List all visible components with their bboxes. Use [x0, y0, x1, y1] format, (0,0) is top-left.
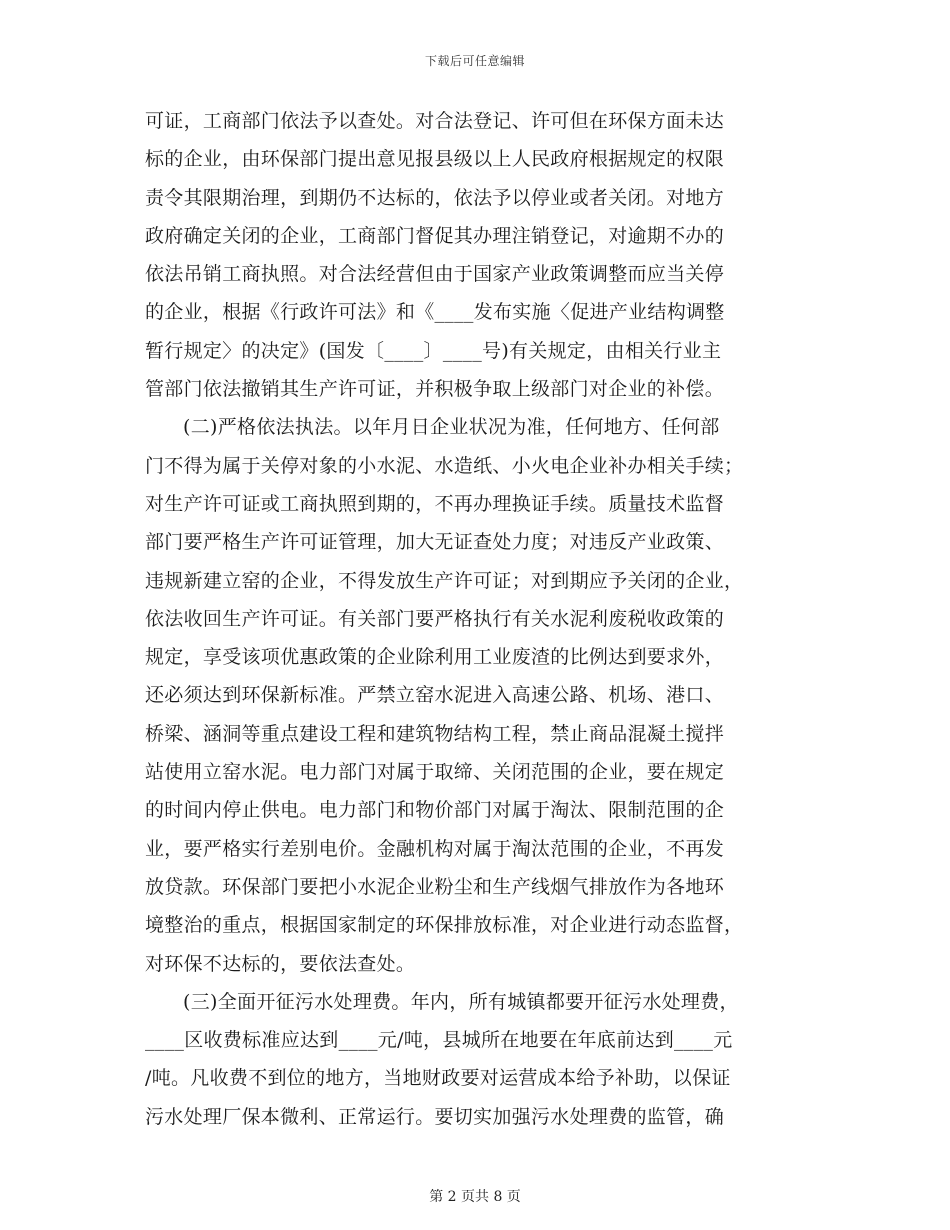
text-line: 境整治的重点，根据国家制定的环保排放标准，对企业进行动态监督，	[145, 914, 744, 937]
text-line: 管部门依法撤销其生产许可证，并积极争取上级部门对企业的补偿。	[145, 378, 725, 401]
paragraph-start-line: (三)全面开征污水处理费。年内，所有城镇都要开征污水处理费，	[183, 990, 739, 1013]
text-line: 还必须达到环保新标准。严禁立窑水泥进入高速公路、机场、港口、	[145, 684, 725, 707]
text-line: 暂行规定〉的决定》(国发〔____〕____号)有关规定，由相关行业主	[145, 339, 722, 362]
text-line: 依法收回生产许可证。有关部门要严格执行有关水泥利废税收政策的	[145, 607, 725, 630]
text-line: 对生产许可证或工商执照到期的，不再办理换证手续。质量技术监督	[145, 492, 725, 515]
text-line: 对环保不达标的，要依法查处。	[145, 952, 416, 975]
text-line: ____区收费标准应达到____元/吨，县城所在地要在年底前达到____元	[145, 1029, 733, 1052]
text-line: 业，要严格实行差别电价。金融机构对属于淘汰范围的企业，不再发	[145, 837, 725, 860]
text-line: 门不得为属于关停对象的小水泥、水造纸、小火电企业补办相关手续；	[145, 454, 744, 477]
text-line: /吨。凡收费不到位的地方，当地财政要对运营成本给予补助，以保证	[145, 1067, 731, 1090]
text-line: 的时间内停止供电。电力部门和物价部门对属于淘汰、限制范围的企	[145, 799, 725, 822]
text-line: 部门要严格生产许可证管理，加大无证查处力度；对违反产业政策、	[145, 531, 725, 554]
text-line: 标的企业，由环保部门提出意见报县级以上人民政府根据规定的权限	[145, 148, 725, 171]
text-line: 站使用立窑水泥。电力部门对属于取缔、关闭范围的企业，要在规定	[145, 761, 725, 784]
document-body	[145, 102, 800, 1136]
text-line: 放贷款。环保部门要把小水泥企业粉尘和生产线烟气排放作为各地环	[145, 875, 725, 898]
text-line: 可证，工商部门依法予以查处。对合法登记、许可但在环保方面未达	[145, 110, 725, 132]
page-footer: 第 2 页共 8 页	[429, 1189, 521, 1205]
text-line: 依法吊销工商执照。对合法经营但由于国家产业政策调整而应当关停	[145, 263, 725, 286]
text-line: 污水处理厂保本微利、正常运行。要切实加强污水处理费的监管，确	[145, 1105, 725, 1128]
text-line: 规定，享受该项优惠政策的企业除利用工业废渣的比例达到要求外，	[145, 646, 725, 669]
text-line: 政府确定关闭的企业，工商部门督促其办理注销登记，对逾期不办的	[145, 224, 725, 247]
paragraph-start-line: (二)严格依法执法。以年月日企业状况为准，任何地方、任何部	[183, 416, 720, 439]
page-header: 下载后可任意编辑	[424, 54, 525, 68]
text-line: 违规新建立窑的企业，不得发放生产许可证；对到期应予关闭的企业，	[145, 569, 744, 592]
text-line: 桥梁、涵洞等重点建设工程和建筑物结构工程，禁止商品混凝土搅拌	[145, 722, 725, 745]
text-line: 责令其限期治理，到期仍不达标的，依法予以停业或者关闭。对地方	[145, 186, 725, 209]
text-line: 的企业，根据《行政许可法》和《____发布实施〈促进产业结构调整	[145, 301, 725, 324]
